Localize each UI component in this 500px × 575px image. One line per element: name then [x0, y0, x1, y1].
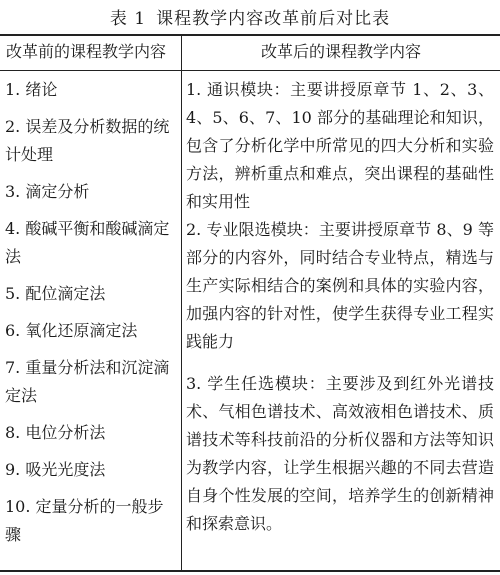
before-item: 10. 定量分析的一般步骤 — [5, 497, 164, 544]
after-item-elective-module: 3. 学生任选模块：主要涉及到红外光谱技术、气相色谱技术、高效液相色谱技术、质谱技术等科技前沿的分析仪器和方法等知识为教学内容，让学生根据兴趣的不同去营造自身个性发展的空间，培养学生的创新精神和探索意识。 — [186, 374, 494, 533]
header-after: 改革后的课程教学内容 — [260, 42, 421, 61]
before-item: 2. 误差及分析数据的统计处理 — [5, 117, 170, 164]
header-before: 改革前的课程教学内容 — [6, 42, 167, 61]
table-top-rule — [0, 34, 500, 36]
after-item-professional-module: 2. 专业限选模块：主要讲授原章节 8、9 等部分的内容外，同时结合专业特点，精选与生产实际相结合的案例和具体的实验内容，加强内容的针对性，使学生获得专业工程实践能力 — [186, 220, 494, 351]
before-item: 8. 电位分析法 — [5, 423, 106, 442]
table-column-divider — [181, 35, 182, 571]
before-item: 4. 酸碱平衡和酸碱滴定法 — [5, 219, 170, 266]
before-item: 6. 氧化还原滴定法 — [5, 321, 138, 340]
table-header-rule — [0, 70, 500, 71]
table-bottom-rule — [0, 570, 500, 572]
before-item: 1. 绪论 — [5, 80, 58, 99]
after-column — [186, 76, 494, 538]
after-item-general-module: 1. 通识模块：主要讲授原章节 1、2、3、4、5、6、7、10 部分的基础理论和知识，包含了分析化学中所常见的四大分析和实验方法，辨析重点和难点，突出课程的基础性和实用性 — [186, 80, 494, 211]
table-caption — [0, 4, 500, 29]
before-item: 3. 滴定分析 — [5, 182, 90, 201]
before-item: 5. 配位滴定法 — [5, 284, 106, 303]
before-item: 9. 吸光光度法 — [5, 460, 106, 479]
table-title: 课程教学内容改革前后对比表 — [156, 9, 391, 29]
before-item: 7. 重量分析法和沉淀滴定法 — [5, 358, 170, 405]
before-column — [5, 76, 177, 558]
table-number: 表 1 — [109, 9, 147, 29]
